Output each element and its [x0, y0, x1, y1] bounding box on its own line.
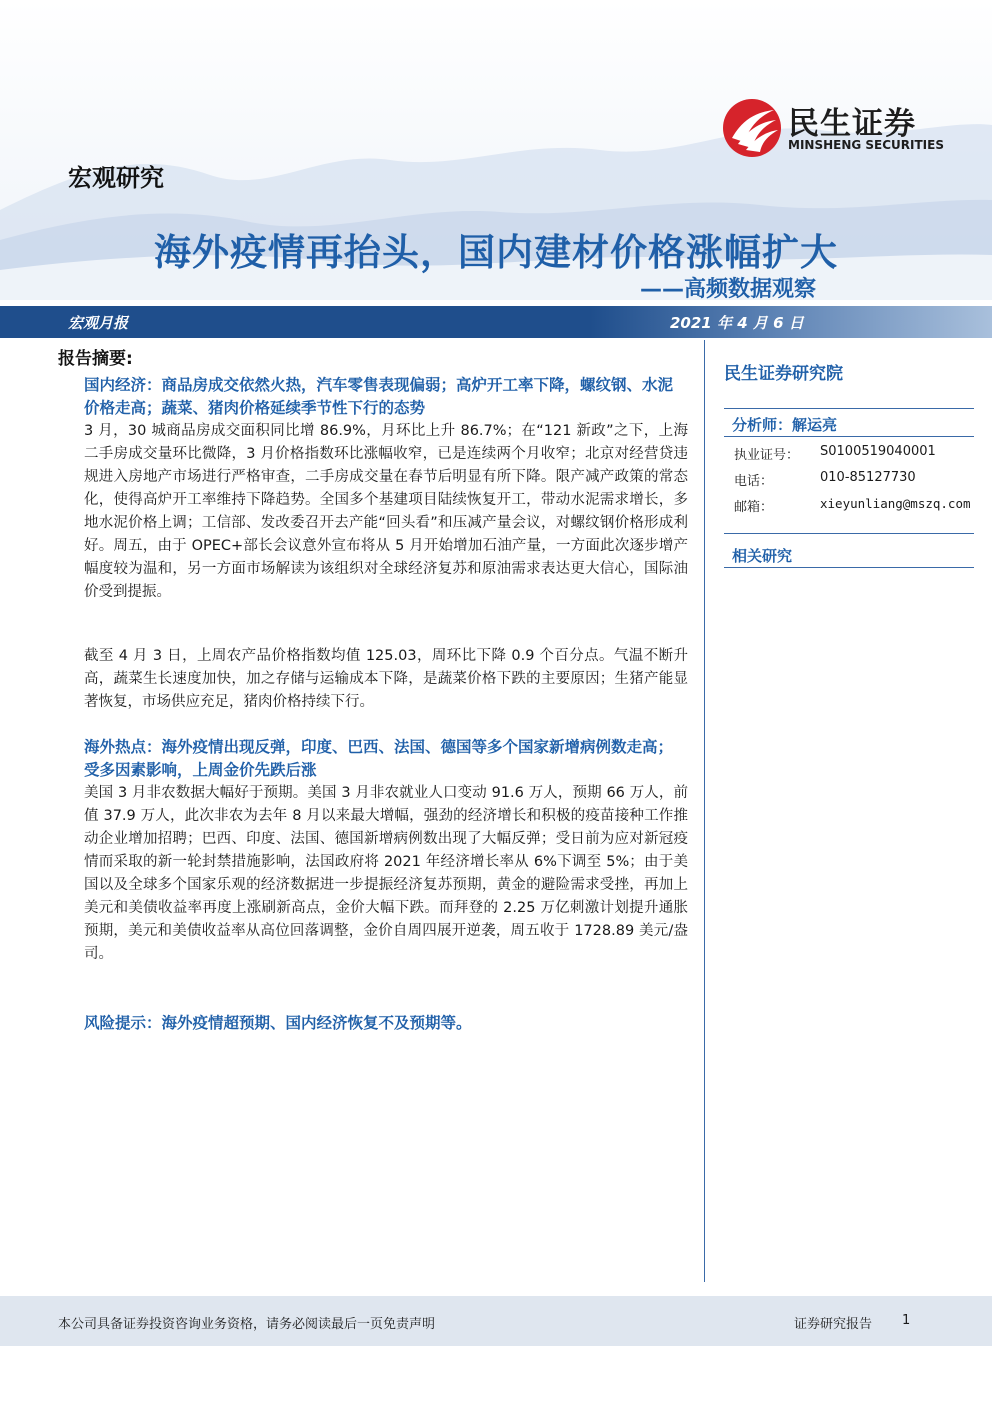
- minsheng-logo-icon: [722, 98, 782, 158]
- minsheng-logo: [722, 98, 952, 158]
- footer-disclaimer: 本公司具备证券投资咨询业务资格，请务必阅读最后一页免责声明: [58, 1317, 436, 1332]
- summary-heading: 报告摘要:: [58, 349, 133, 369]
- sidebar-rule-related: [724, 533, 974, 534]
- email-value[interactable]: xieyunliang@mszq.com: [820, 496, 971, 511]
- sidebar-rule-top: [724, 408, 974, 409]
- logo-english-name: MINSHENG SECURITIES: [788, 138, 944, 152]
- agri-paragraph-block: [84, 645, 688, 714]
- domestic-section: [84, 374, 688, 604]
- report-date: 2021 年 4 月 6 日: [670, 314, 804, 332]
- domestic-paragraph-1: 3 月，30 城商品房成交面积同比增 86.9%，月环比上升 86.7%；在“121 新政”之下，上海二手房成交量环比微降，3 月价格指数环比涨幅收窄，已是连续两个月收窄；北京对经营贷违规进入房地产市场进行严格审查，二手房成交量在春节后明显有所下降。限产减产政策的常态化，使得高炉开工率维持下降趋势。全国多个基建项目陆续恢复开工，带动水泥需求增长，多地水泥价格上调；工信部、发改委召开去产能“回头看”和压减产量会议，对螺纹钢价格形成利好。周五，由于 OPEC+部长会议意外宣布将从 5 月开始增加石油产量，一方面此次逐步增产幅度较为温和，另一方面市场解读为该组织对全球经济复苏和原油需求表达更大信心，国际油价受到提振。: [84, 423, 688, 600]
- domestic-section-head: 国内经济：商品房成交依然火热，汽车零售表现偏弱；高炉开工率下降，螺纹钢、水泥价格走高；蔬菜、猪肉价格延续季节性下行的态势: [84, 376, 674, 417]
- phone-label: 电话：: [734, 474, 774, 489]
- risk-warning: 风险提示：海外疫情超预期、国内经济恢复不及预期等。: [84, 1014, 472, 1032]
- sidebar-rule-analyst: [724, 436, 974, 437]
- page-number: 1: [902, 1313, 911, 1328]
- sidebar-rule-bottom: [724, 567, 974, 568]
- license-value: S0100519040001: [820, 444, 936, 459]
- overseas-paragraph-1: 美国 3 月非农数据大幅好于预期。美国 3 月非农就业人口变动 91.6 万人，预期 66 万人，前值 37.9 万人，此次非农为去年 8 月以来最大增幅，强劲的经济增长和积极的疫苗接种工作推动企业增加招聘；巴西、印度、法国、德国新增病例数出现了大幅反弹；受日前为应对新冠疫情而采取的新一轮封禁措施影响，法国政府将 2021 年经济增长率从 6%下调至 5%；由于美国以及全球多个国家乐观的经济数据进一步提振经济复苏预期，黄金的避险需求受挫，再加上美元和美债收益率再度上涨刷新高点，金价大幅下跌。而拜登的 2.25 万亿刺激计划提升通胀预期，美元和美债收益率从高位回落调整，金价自周四展开逆袭，周五收于 1728.89 美元/盎司。: [84, 785, 688, 962]
- email-label: 邮箱：: [734, 500, 774, 515]
- report-type-label: 宏观月报: [68, 314, 129, 332]
- report-title: 海外疫情再抬头，国内建材价格涨幅扩大: [154, 231, 838, 274]
- report-category: 宏观研究: [68, 164, 164, 192]
- risk-block: [84, 1012, 688, 1035]
- overseas-section: [84, 736, 688, 966]
- footer-report-type: 证券研究报告: [794, 1317, 873, 1332]
- logo-chinese-name: 民生证券: [788, 106, 916, 142]
- research-institute: 民生证券研究院: [724, 364, 843, 384]
- overseas-section-head: 海外热点：海外疫情出现反弹，印度、巴西、法国、德国等多个国家新增病例数走高；受多因素影响，上周金价先跌后涨: [84, 738, 674, 779]
- related-research-heading: 相关研究: [732, 547, 793, 565]
- phone-value: 010-85127730: [820, 470, 916, 485]
- license-label: 执业证号：: [734, 448, 800, 463]
- column-divider: [704, 340, 705, 1282]
- report-subtitle: ——高频数据观察: [640, 277, 817, 302]
- analyst-name: 分析师：解运亮: [732, 416, 838, 434]
- domestic-paragraph-2: 截至 4 月 3 日，上周农产品价格指数均值 125.03，周环比下降 0.9 个百分点。气温不断升高，蔬菜生长速度加快，加之存储与运输成本下降，是蔬菜价格下跌的主要原因；生猪产能显著恢复，市场供应充足，猪肉价格持续下行。: [84, 648, 688, 710]
